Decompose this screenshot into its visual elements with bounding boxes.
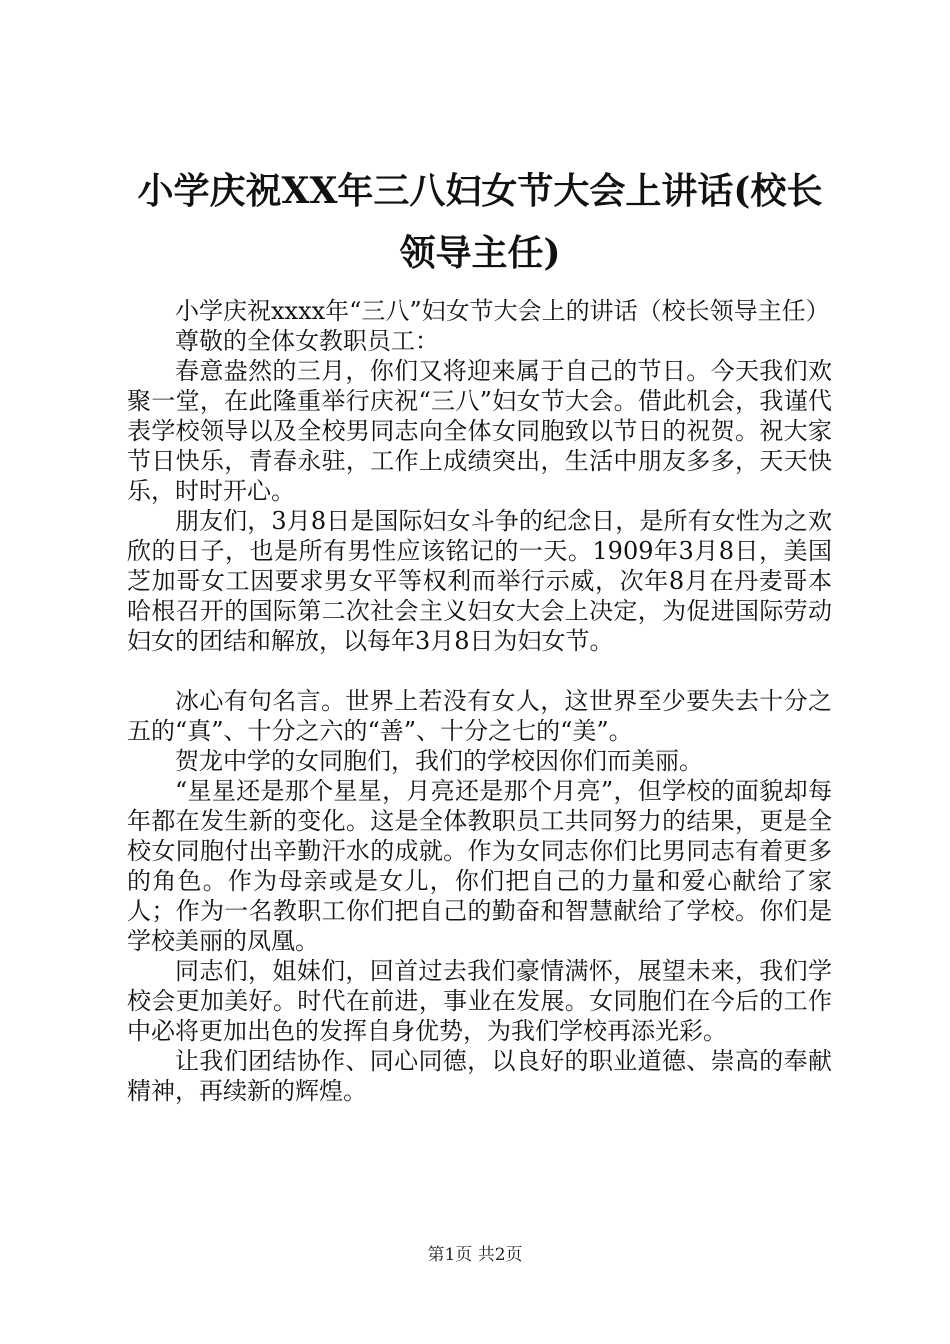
paragraph: “星星还是那个星星，月亮还是那个月亮”，但学校的面貌却每年都在发生新的变化。这是全体教职员工共同努力的结果，更是全校女同胞付出辛勤汗水的成就。作为女同志你们比男同志有着更多的角色。作为母亲或是女儿，你们把自己的力量和爱心献给了家人；作为一名教职工你们把自己的勤奋和智慧献给了学校。你们是学校美丽的凤凰。 bbox=[127, 777, 832, 955]
document-body bbox=[127, 296, 832, 1106]
document-title: 小学庆祝XX年三八妇女节大会上讲话(校长领导主任) bbox=[137, 170, 823, 274]
paragraph: 贺龙中学的女同胞们，我们的学校因你们而美丽。 bbox=[175, 747, 703, 775]
paragraph: 让我们团结协作、同心同德，以良好的职业道德、崇高的奉献精神，再续新的辉煌。 bbox=[127, 1047, 832, 1105]
salutation: 尊敬的全体女教职员工： bbox=[175, 327, 439, 355]
speech-heading: 小学庆祝xxxx年“三八”妇女节大会上的讲话（校长领导主任） bbox=[175, 297, 830, 325]
paragraph: 同志们，姐妹们，回首过去我们豪情满怀，展望未来，我们学校会更加美好。时代在前进，事业在发展。女同胞们在今后的工作中必将更加出色的发挥自身优势，为我们学校再添光彩。 bbox=[127, 957, 832, 1045]
paragraph: 朋友们，3月8日是国际妇女斗争的纪念日，是所有女性为之欢欣的日子，也是所有男性应该铭记的一天。1909年3月8日，美国芝加哥女工因要求男女平等权利而举行示威，次年8月在丹麦哥本哈根召开的国际第二次社会主义妇女大会上决定，为促进国际劳动妇女的团结和解放，以每年3月8日为妇女节。 bbox=[127, 507, 832, 655]
paragraph: 春意盎然的三月，你们又将迎来属于自己的节日。今天我们欢聚一堂，在此隆重举行庆祝“三八”妇女节大会。借此机会，我谨代表学校领导以及全校男同志向全体女同胞致以节日的祝贺。祝大家节日快乐，青春永驻，工作上成绩突出，生活中朋友多多，天天快乐，时时开心。 bbox=[127, 357, 832, 505]
paragraph: 冰心有句名言。世界上若没有女人，这世界至少要失去十分之五的“真”、十分之六的“善”、十分之七的“美”。 bbox=[127, 687, 832, 745]
page-footer: 第1页 共2页 bbox=[427, 1245, 523, 1265]
